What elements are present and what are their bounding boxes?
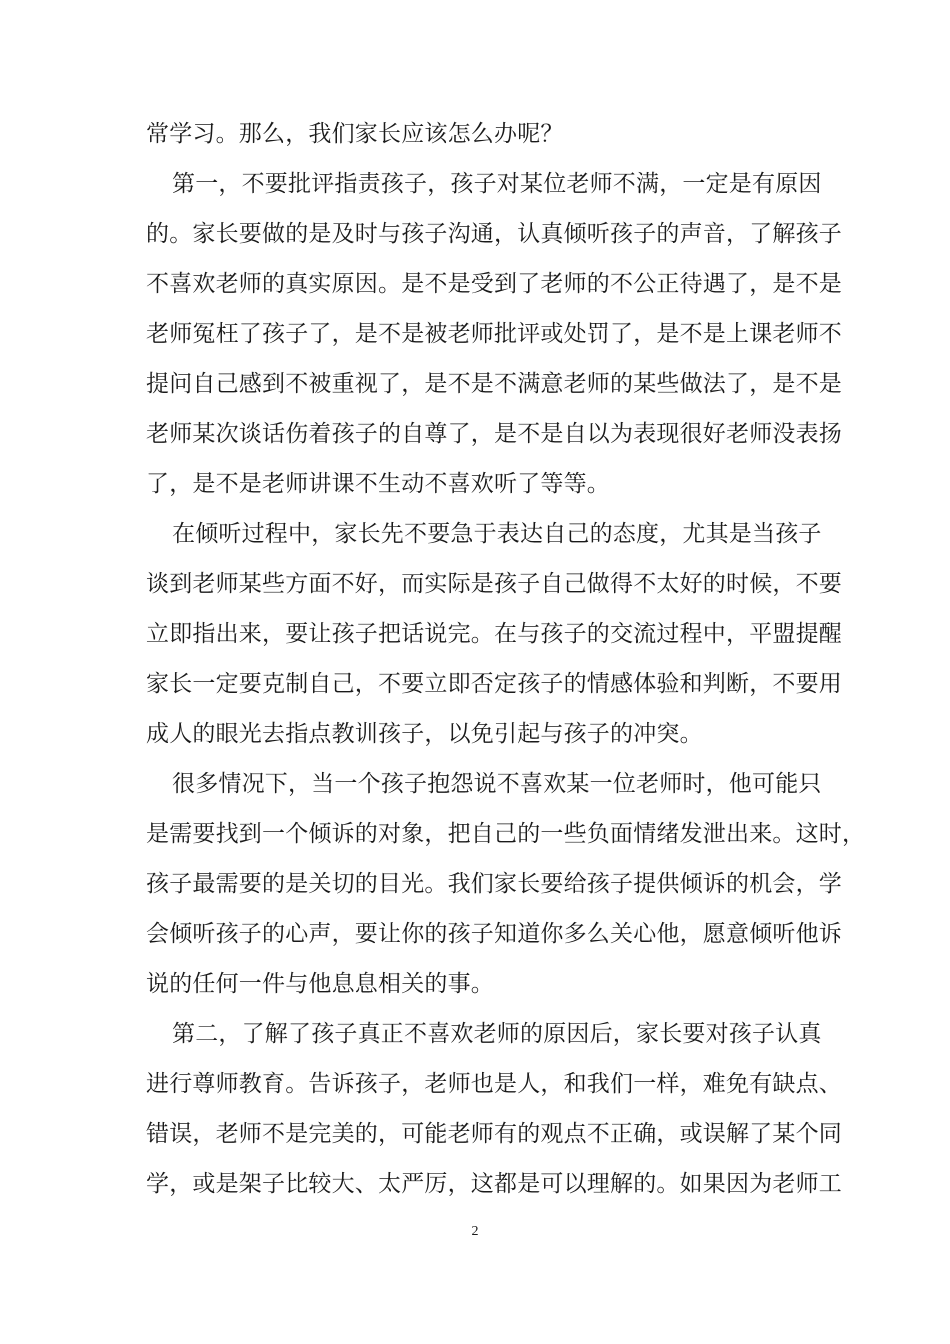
page-number: 2 bbox=[471, 1224, 479, 1239]
text-line: 进行尊师教育。告诉孩子，老师也是人，和我们一样，难免有缺点、 bbox=[146, 1071, 842, 1097]
text-line: 错误，老师不是完美的，可能老师有的观点不正确，或误解了某个同 bbox=[146, 1121, 842, 1147]
text-line: 很多情况下，当一个孩子抱怨说不喜欢某一位老师时，他可能只 bbox=[172, 771, 822, 797]
text-line: 常学习。那么，我们家长应该怎么办呢？ bbox=[146, 121, 564, 147]
text-line: 家长一定要克制自己，不要立即否定孩子的情感体验和判断，不要用 bbox=[146, 671, 842, 697]
text-line: 在倾听过程中，家长先不要急于表达自己的态度，尤其是当孩子 bbox=[172, 521, 822, 547]
text-line: 第二，了解了孩子真正不喜欢老师的原因后，家长要对孩子认真 bbox=[172, 1021, 822, 1047]
text-line: 立即指出来，要让孩子把话说完。在与孩子的交流过程中，平盟提醒 bbox=[146, 621, 842, 647]
text-line: 第一，不要批评指责孩子，孩子对某位老师不满，一定是有原因 bbox=[172, 171, 822, 197]
text-line: 的。家长要做的是及时与孩子沟通，认真倾听孩子的声音，了解孩子 bbox=[146, 221, 842, 247]
text-line: 学，或是架子比较大、太严厉，这都是可以理解的。如果因为老师工 bbox=[146, 1171, 842, 1197]
text-line: 是需要找到一个倾诉的对象，把自己的一些负面情绪发泄出来。这时， bbox=[146, 821, 866, 847]
text-line: 了，是不是老师讲课不生动不喜欢听了等等。 bbox=[146, 471, 610, 497]
text-line: 谈到老师某些方面不好，而实际是孩子自己做得不太好的时候，不要 bbox=[146, 571, 842, 597]
text-line: 不喜欢老师的真实原因。是不是受到了老师的不公正待遇了，是不是 bbox=[146, 271, 842, 297]
text-line: 会倾听孩子的心声，要让你的孩子知道你多么关心他，愿意倾听他诉 bbox=[146, 921, 842, 947]
text-line: 老师某次谈话伤着孩子的自尊了，是不是自以为表现很好老师没表扬 bbox=[146, 421, 842, 447]
text-line: 老师冤枉了孩子了，是不是被老师批评或处罚了，是不是上课老师不 bbox=[146, 321, 842, 347]
text-line: 提问自己感到不被重视了，是不是不满意老师的某些做法了，是不是 bbox=[146, 371, 842, 397]
text-line: 孩子最需要的是关切的目光。我们家长要给孩子提供倾诉的机会，学 bbox=[146, 871, 842, 897]
text-line: 成人的眼光去指点教训孩子，以免引起与孩子的冲突。 bbox=[146, 721, 703, 747]
text-line: 说的任何一件与他息息相关的事。 bbox=[146, 971, 494, 997]
